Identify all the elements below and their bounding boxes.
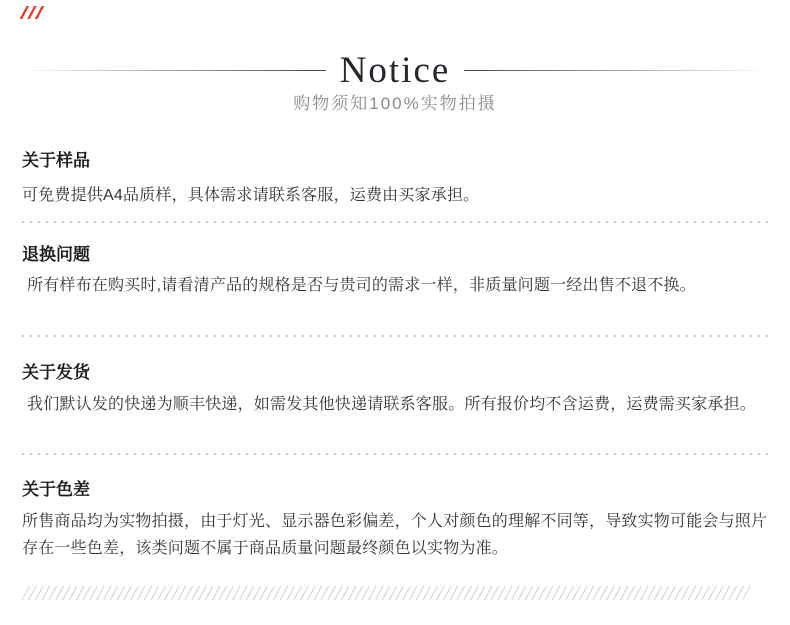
notice-header [0, 0, 790, 116]
dotted-divider [22, 335, 770, 337]
section-body-shipping: 我们默认发的快递为顺丰快递，如需发其他快递请联系客服。所有报价均不含运费，运费需买家承担。 [27, 396, 757, 413]
section-heading-color-difference: 关于色差 [22, 480, 90, 499]
section-body-samples: 可免费提供A4品质样，具体需求请联系客服，运费由买家承担。 [22, 187, 480, 204]
section-body-returns: 所有样布在购买时,请看清产品的规格是否与贵司的需求一样，非质量问题一经出售不退不换。 [27, 277, 696, 294]
dotted-divider [22, 453, 770, 455]
title-rule-right [464, 70, 762, 71]
title-rule-left [28, 70, 326, 71]
dotted-divider [22, 221, 770, 223]
slash-pattern-divider [21, 586, 750, 600]
section-heading-returns: 退换问题 [22, 245, 90, 264]
page-title: Notice [339, 49, 451, 91]
section-body-color-difference: 所售商品均为实物拍摄，由于灯光、显示器色彩偏差，个人对颜色的理解不同等，导致实物可能会与照片存在一些色差，该类问题不属于商品质量问题最终颜色以实物为准。 [22, 513, 768, 557]
section-heading-samples: 关于样品 [22, 151, 90, 170]
page-subtitle: 购物须知100%实物拍摄 [293, 94, 497, 113]
title-row [0, 49, 790, 91]
section-heading-shipping: 关于发货 [22, 363, 90, 382]
notice-content [22, 150, 770, 562]
